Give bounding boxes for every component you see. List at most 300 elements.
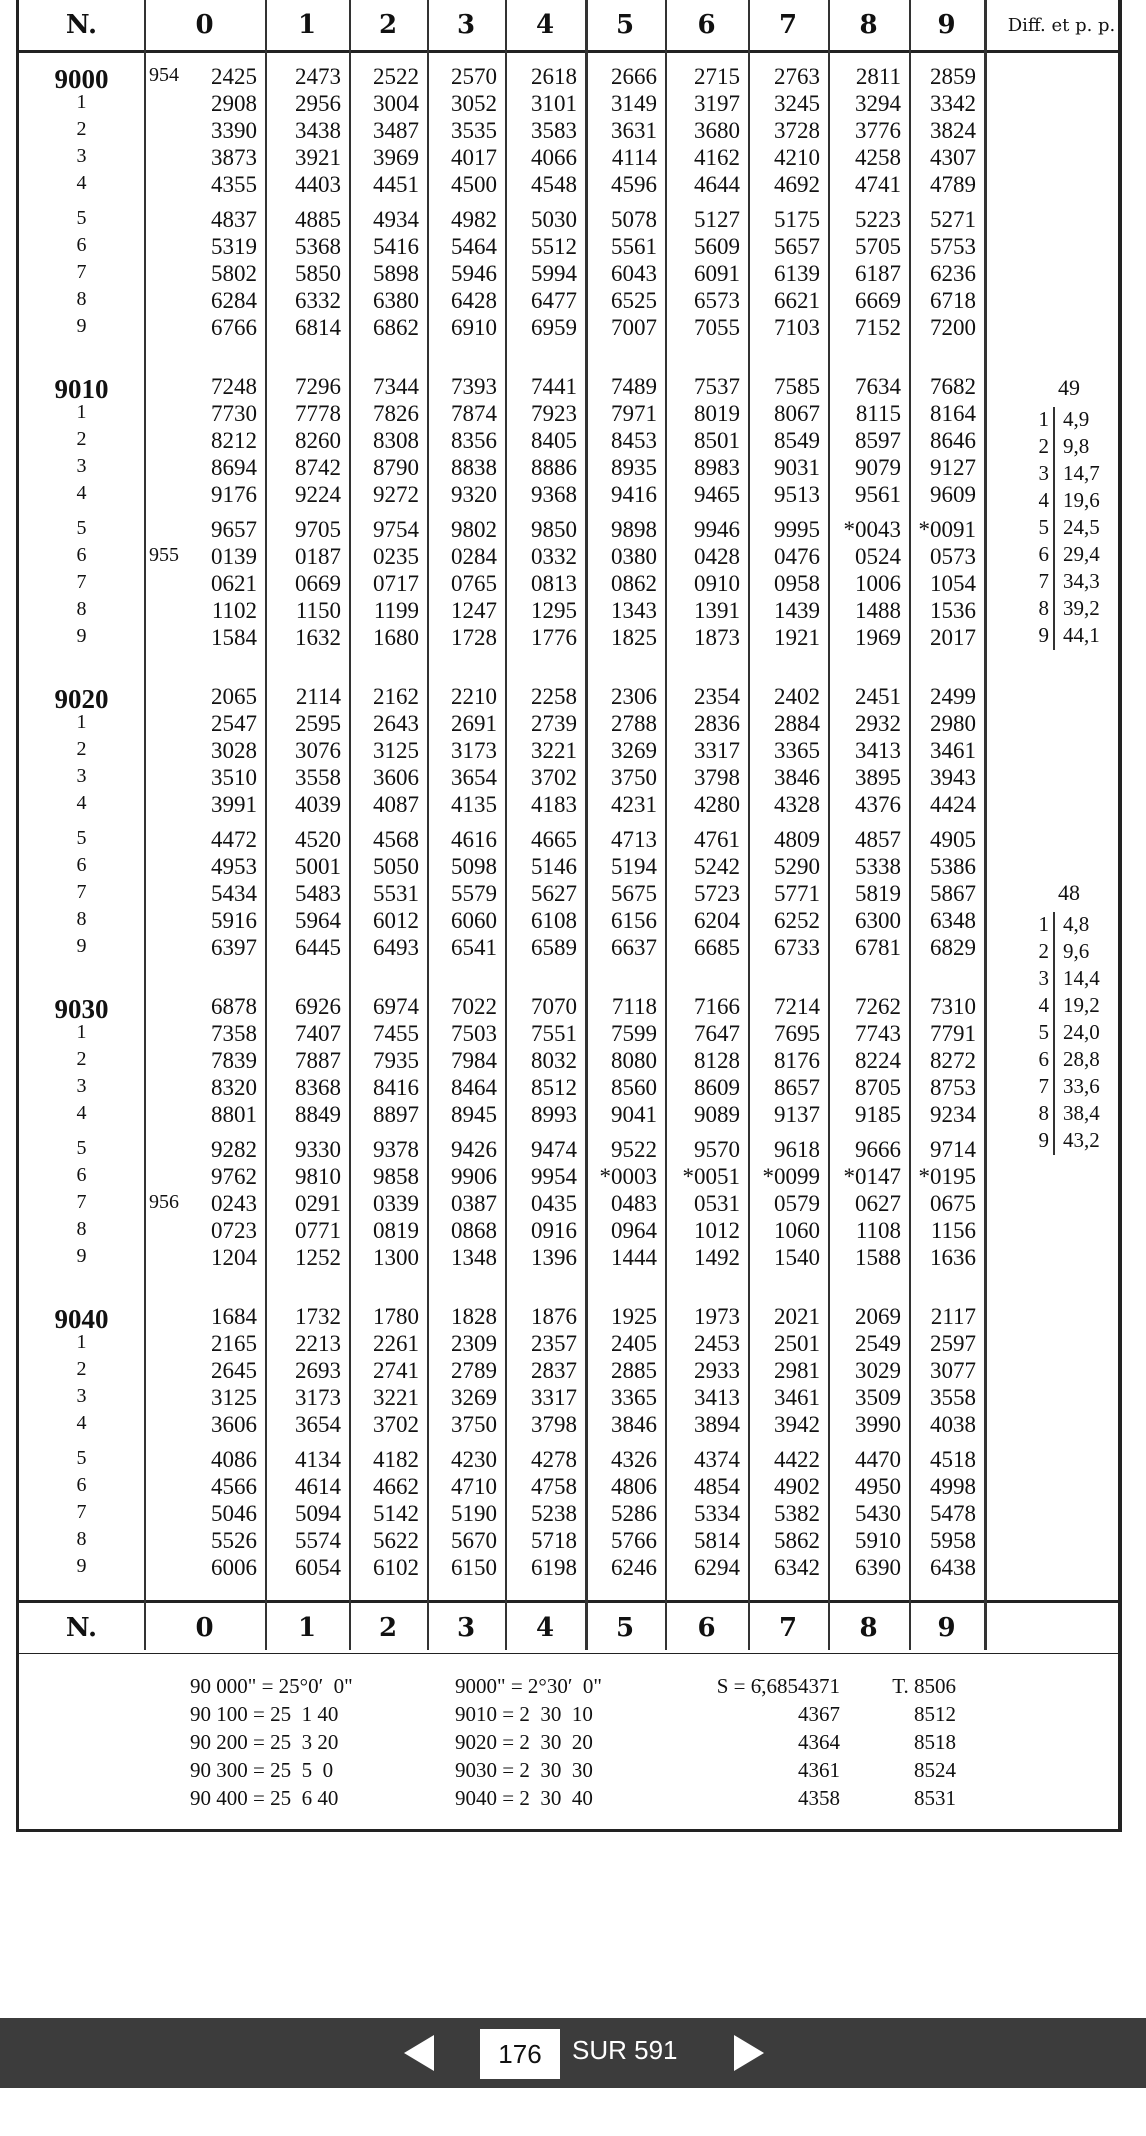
table-cell: 8115 xyxy=(855,401,901,426)
table-cell: 8753 xyxy=(930,1075,976,1100)
table-cell: 6054 xyxy=(295,1555,341,1580)
table-cell: 2811 xyxy=(855,64,901,89)
table-cell: 3654 xyxy=(295,1412,341,1437)
table-row xyxy=(19,64,1009,94)
table-row xyxy=(19,91,1009,118)
table-cell: 9368 xyxy=(531,482,577,507)
diff-value: 44,1 xyxy=(1063,623,1100,647)
table-cell: 1925 xyxy=(611,1304,657,1329)
table-cell: 5030 xyxy=(531,207,577,232)
table-row xyxy=(19,1164,1009,1191)
table-cell: 7743 xyxy=(855,1021,901,1046)
table-cell: 3776 xyxy=(855,118,901,143)
table-cell: 2069 xyxy=(855,1304,901,1329)
table-cell: 7551 xyxy=(531,1021,577,1046)
table-cell: 4857 xyxy=(855,827,901,852)
page-number-input[interactable] xyxy=(480,2029,560,2079)
table-cell: 5386 xyxy=(930,854,976,879)
table-cell: 4934 xyxy=(373,207,419,232)
table-cell: 4039 xyxy=(295,792,341,817)
table-cell: 8935 xyxy=(611,455,657,480)
table-cell: 9810 xyxy=(295,1164,341,1189)
table-cell: 8886 xyxy=(531,455,577,480)
table-cell: 3173 xyxy=(451,738,497,763)
table-cell: 3317 xyxy=(694,738,740,763)
row-number: 6 xyxy=(76,544,87,566)
table-cell: 5994 xyxy=(531,261,577,286)
table-cell: 1300 xyxy=(373,1245,419,1270)
row-number: 2 xyxy=(76,428,87,450)
table-cell: 3846 xyxy=(611,1412,657,1437)
table-cell: 6829 xyxy=(930,935,976,960)
table-cell: 3702 xyxy=(373,1412,419,1437)
table-row xyxy=(19,1245,1009,1272)
table-cell: 9513 xyxy=(774,482,820,507)
table-cell: 6910 xyxy=(451,315,497,340)
diff-value: 33,6 xyxy=(1063,1074,1100,1098)
table-cell: 9465 xyxy=(694,482,740,507)
table-cell: 3365 xyxy=(774,738,820,763)
table-cell: 1343 xyxy=(611,598,657,623)
table-cell: 6236 xyxy=(930,261,976,286)
table-cell: 4038 xyxy=(930,1412,976,1437)
table-cell: 5434 xyxy=(211,881,257,906)
table-cell: 6438 xyxy=(930,1555,976,1580)
table-cell: 8080 xyxy=(611,1048,657,1073)
table-cell: 5512 xyxy=(531,234,577,259)
header-diff: Diff. et p. p. xyxy=(1007,14,1116,36)
header-col-6: 5 xyxy=(615,10,635,40)
table-cell: 4905 xyxy=(930,827,976,852)
table-cell: 0579 xyxy=(774,1191,820,1216)
table-cell: 1969 xyxy=(855,625,901,650)
table-cell: 8560 xyxy=(611,1075,657,1100)
table-cell: 1536 xyxy=(930,598,976,623)
table-cell: 6348 xyxy=(930,908,976,933)
table-cell: 8272 xyxy=(930,1048,976,1073)
table-cell: 1828 xyxy=(451,1304,497,1329)
row-number: 4 xyxy=(76,1102,87,1124)
diff-key: 3 xyxy=(1019,461,1055,488)
table-cell: 8453 xyxy=(611,428,657,453)
table-cell: 6198 xyxy=(531,1555,577,1580)
table-cell: 6380 xyxy=(373,288,419,313)
table-cell: 2956 xyxy=(295,91,341,116)
table-cell: 2210 xyxy=(451,684,497,709)
table-row xyxy=(19,684,1009,714)
table-cell: 2473 xyxy=(295,64,341,89)
table-cell: 2884 xyxy=(774,711,820,736)
table-cell: 2522 xyxy=(373,64,419,89)
table-cell: 3846 xyxy=(774,765,820,790)
column-rule xyxy=(665,0,667,1650)
table-cell: 3943 xyxy=(930,765,976,790)
table-cell: 9762 xyxy=(211,1164,257,1189)
table-cell: 4210 xyxy=(774,145,820,170)
table-cell: 2837 xyxy=(531,1358,577,1383)
table-cell: 3728 xyxy=(774,118,820,143)
table-cell: 3702 xyxy=(531,765,577,790)
table-cell: 8368 xyxy=(295,1075,341,1100)
table-cell: 8694 xyxy=(211,455,257,480)
table-cell: 4424 xyxy=(930,792,976,817)
table-cell: 2165 xyxy=(211,1331,257,1356)
table-cell: 4713 xyxy=(611,827,657,852)
diff-value: 19,6 xyxy=(1063,488,1100,512)
table-cell: 6108 xyxy=(531,908,577,933)
table-cell: 2741 xyxy=(373,1358,419,1383)
table-cell: 3654 xyxy=(451,765,497,790)
table-cell: 2981 xyxy=(774,1358,820,1383)
table-row xyxy=(19,1501,1009,1528)
table-cell: *0051 xyxy=(682,1164,740,1189)
table-cell: 2405 xyxy=(611,1331,657,1356)
table-cell: 4114 xyxy=(611,145,657,170)
row-number: 3 xyxy=(76,145,87,167)
table-cell: 5001 xyxy=(295,854,341,879)
table-row xyxy=(19,1358,1009,1385)
row-number: 1 xyxy=(76,401,87,423)
table-cell: 8405 xyxy=(531,428,577,453)
table-cell: 3173 xyxy=(295,1385,341,1410)
table-cell: 0428 xyxy=(694,544,740,569)
table-cell: 4518 xyxy=(930,1447,976,1472)
table-cell: 9426 xyxy=(451,1137,497,1162)
table-cell: 8657 xyxy=(774,1075,820,1100)
table-cell: 2499 xyxy=(930,684,976,709)
table-row xyxy=(19,1191,1009,1218)
table-cell: 5127 xyxy=(694,207,740,232)
table-cell: 5670 xyxy=(451,1528,497,1553)
table-cell: 3197 xyxy=(694,91,740,116)
footer-col-9: 8 xyxy=(859,1613,878,1643)
table-cell: 1825 xyxy=(611,625,657,650)
row-number: 9 xyxy=(76,625,87,647)
table-cell: 5416 xyxy=(373,234,419,259)
table-cell: 1247 xyxy=(451,598,497,623)
table-cell: 0139 xyxy=(211,544,257,569)
table-cell: 9089 xyxy=(694,1102,740,1127)
table-row xyxy=(19,118,1009,145)
table-cell: 8416 xyxy=(373,1075,419,1100)
row-number: 4 xyxy=(76,482,87,504)
table-cell: 5850 xyxy=(295,261,341,286)
table-cell: 1102 xyxy=(211,598,257,623)
table-cell: 6718 xyxy=(930,288,976,313)
table-cell: 8646 xyxy=(930,428,976,453)
table-cell: 5319 xyxy=(211,234,257,259)
table-cell: 3125 xyxy=(211,1385,257,1410)
table-cell: 2451 xyxy=(855,684,901,709)
table-cell: 3413 xyxy=(694,1385,740,1410)
column-rule xyxy=(505,0,507,1650)
table-cell: 4470 xyxy=(855,1447,901,1472)
table-cell: 7103 xyxy=(774,315,820,340)
diff-value: 24,5 xyxy=(1063,515,1100,539)
table-row xyxy=(19,854,1009,881)
table-cell: 5574 xyxy=(295,1528,341,1553)
footer-col-3: 2 xyxy=(378,1613,398,1643)
table-cell: 9137 xyxy=(774,1102,820,1127)
table-cell: 5098 xyxy=(451,854,497,879)
table-cell: 2570 xyxy=(451,64,497,89)
row-number: 8 xyxy=(76,288,87,310)
table-cell: 1973 xyxy=(694,1304,740,1329)
diff-title: 48 xyxy=(1058,880,1080,905)
header-col-1: 0 xyxy=(195,10,214,40)
table-cell: 2789 xyxy=(451,1358,497,1383)
header-col-0: N. xyxy=(65,10,98,40)
diff-key: 6 xyxy=(1019,542,1055,569)
table-cell: 3245 xyxy=(774,91,820,116)
diff-value: 14,4 xyxy=(1063,966,1100,990)
table-cell: 4665 xyxy=(531,827,577,852)
table-cell: 5958 xyxy=(930,1528,976,1553)
table-cell: 5898 xyxy=(373,261,419,286)
footer-col-2: 1 xyxy=(297,1613,317,1643)
table-cell: 3101 xyxy=(531,91,577,116)
table-cell: 0573 xyxy=(930,544,976,569)
table-cell: 8790 xyxy=(373,455,419,480)
table-cell: 4086 xyxy=(211,1447,257,1472)
table-cell: 5526 xyxy=(211,1528,257,1553)
table-cell: 4761 xyxy=(694,827,740,852)
row-number: 7 xyxy=(76,1191,87,1213)
table-cell: 2021 xyxy=(774,1304,820,1329)
table-row xyxy=(19,571,1009,598)
table-cell: 9474 xyxy=(531,1137,577,1162)
table-cell: 1012 xyxy=(694,1218,740,1243)
table-cell: 9609 xyxy=(930,482,976,507)
table-cell: 0284 xyxy=(451,544,497,569)
table-cell: 2162 xyxy=(373,684,419,709)
table-cell: 0339 xyxy=(373,1191,419,1216)
next-arrow-icon[interactable] xyxy=(724,2031,770,2075)
table-cell: 6781 xyxy=(855,935,901,960)
table-cell: 2258 xyxy=(531,684,577,709)
table-cell: 2549 xyxy=(855,1331,901,1356)
table-cell: 3558 xyxy=(295,765,341,790)
table-cell: 8224 xyxy=(855,1048,901,1073)
table-cell: 7599 xyxy=(611,1021,657,1046)
row-number: 1 xyxy=(76,91,87,113)
table-cell: 5771 xyxy=(774,881,820,906)
table-cell: 8032 xyxy=(531,1048,577,1073)
table-cell: 7984 xyxy=(451,1048,497,1073)
table-cell: 4596 xyxy=(611,172,657,197)
table-cell: 3606 xyxy=(211,1412,257,1437)
note-arcseconds-small: 9000" = 2°30′ 0" 9010 = 2 30 10 9020 = 2 30 20 9030 = 2 30 30 9040 = 2 30 40 xyxy=(455,1674,602,1810)
row-prefix: 954 xyxy=(149,64,179,86)
diff-line xyxy=(1019,623,1119,650)
table-cell: 0862 xyxy=(611,571,657,596)
table-cell: 1540 xyxy=(774,1245,820,1270)
table-row xyxy=(19,1304,1009,1334)
column-rule xyxy=(748,0,750,1650)
table-cell: 1150 xyxy=(295,598,341,623)
table-cell: 3269 xyxy=(451,1385,497,1410)
table-cell: 8993 xyxy=(531,1102,577,1127)
table-cell: 6252 xyxy=(774,908,820,933)
diff-value: 34,3 xyxy=(1063,569,1100,593)
table-row xyxy=(19,1137,1009,1164)
table-cell: 2836 xyxy=(694,711,740,736)
diff-key: 3 xyxy=(1019,966,1055,993)
header-col-4: 3 xyxy=(456,10,476,40)
table-cell: 3438 xyxy=(295,118,341,143)
footer-col-8: 7 xyxy=(778,1613,798,1643)
table-cell: 1780 xyxy=(373,1304,419,1329)
table-cell: 9272 xyxy=(373,482,419,507)
table-cell: 6621 xyxy=(774,288,820,313)
row-number: 7 xyxy=(76,571,87,593)
table-row xyxy=(19,1048,1009,1075)
table-cell: 8849 xyxy=(295,1102,341,1127)
table-cell: 5622 xyxy=(373,1528,419,1553)
table-cell: 4692 xyxy=(774,172,820,197)
table-cell: 2213 xyxy=(295,1331,341,1356)
table-cell: 2618 xyxy=(531,64,577,89)
prev-arrow-icon[interactable] xyxy=(398,2031,444,2075)
table-cell: 0765 xyxy=(451,571,497,596)
table-row xyxy=(19,935,1009,962)
row-number: 1 xyxy=(76,711,87,733)
table-cell: 5238 xyxy=(531,1501,577,1526)
table-cell: 5916 xyxy=(211,908,257,933)
table-cell: 0675 xyxy=(930,1191,976,1216)
diff-key: 4 xyxy=(1019,488,1055,515)
table-cell: 5814 xyxy=(694,1528,740,1553)
note-arcseconds: 90 000" = 25°0′ 0" 90 100 = 25 1 40 90 200 = 25 3 20 90 300 = 25 5 0 90 400 = 25 6 40 xyxy=(190,1674,353,1810)
diff-line xyxy=(1019,407,1119,434)
table-cell: 4520 xyxy=(295,827,341,852)
table-cell: 7682 xyxy=(930,374,976,399)
table-cell: 1006 xyxy=(855,571,901,596)
table-cell: 7791 xyxy=(930,1021,976,1046)
diff-block xyxy=(1019,880,1119,1155)
table-cell: 9714 xyxy=(930,1137,976,1162)
row-number: 9 xyxy=(76,1245,87,1267)
row-number: 1 xyxy=(76,1021,87,1043)
table-cell: 8983 xyxy=(694,455,740,480)
table-cell: 7441 xyxy=(531,374,577,399)
table-cell: 0868 xyxy=(451,1218,497,1243)
row-number: 6 xyxy=(76,854,87,876)
diff-line xyxy=(1019,461,1119,488)
table-cell: 8356 xyxy=(451,428,497,453)
table-cell: 1588 xyxy=(855,1245,901,1270)
diff-key: 5 xyxy=(1019,515,1055,542)
table-cell: 6060 xyxy=(451,908,497,933)
table-cell: 5175 xyxy=(774,207,820,232)
row-number: 5 xyxy=(76,517,87,539)
table-cell: 5146 xyxy=(531,854,577,879)
table-cell: *0147 xyxy=(843,1164,901,1189)
diff-line xyxy=(1019,1101,1119,1128)
table-cell: 7262 xyxy=(855,994,901,1019)
table-cell: 4809 xyxy=(774,827,820,852)
table-cell: 1444 xyxy=(611,1245,657,1270)
table-row xyxy=(19,765,1009,792)
table-cell: 8705 xyxy=(855,1075,901,1100)
table-cell: 8512 xyxy=(531,1075,577,1100)
table-cell: 6284 xyxy=(211,288,257,313)
table-cell: 6525 xyxy=(611,288,657,313)
table-cell: 5579 xyxy=(451,881,497,906)
table-cell: 2117 xyxy=(930,1304,976,1329)
row-number: 7 xyxy=(76,261,87,283)
table-cell: 2933 xyxy=(694,1358,740,1383)
table-cell: 3077 xyxy=(930,1358,976,1383)
table-cell: 5766 xyxy=(611,1528,657,1553)
header-col-9: 8 xyxy=(859,10,878,40)
table-cell: 3894 xyxy=(694,1412,740,1437)
table-cell: 6862 xyxy=(373,315,419,340)
table-cell: 1439 xyxy=(774,598,820,623)
table-cell: 1776 xyxy=(531,625,577,650)
table-cell: 4451 xyxy=(373,172,419,197)
table-cell: 1636 xyxy=(930,1245,976,1270)
table-cell: 7214 xyxy=(774,994,820,1019)
table-row xyxy=(19,172,1009,199)
table-cell: 2261 xyxy=(373,1331,419,1356)
table-cell: 8260 xyxy=(295,428,341,453)
table-cell: 4162 xyxy=(694,145,740,170)
table-cell: 5046 xyxy=(211,1501,257,1526)
header-col-10: 9 xyxy=(937,10,956,40)
row-number: 8 xyxy=(76,598,87,620)
table-row xyxy=(19,315,1009,342)
table-cell: 3004 xyxy=(373,91,419,116)
row-number: 2 xyxy=(76,1048,87,1070)
column-rule xyxy=(909,0,911,1650)
table-cell: 6685 xyxy=(694,935,740,960)
diff-key: 4 xyxy=(1019,993,1055,1020)
table-cell: 2425 xyxy=(211,64,257,89)
diff-key: 2 xyxy=(1019,939,1055,966)
table-cell: 3413 xyxy=(855,738,901,763)
table-row xyxy=(19,288,1009,315)
row-number: 3 xyxy=(76,1075,87,1097)
table-cell: 8176 xyxy=(774,1048,820,1073)
diff-value: 14,7 xyxy=(1063,461,1100,485)
row-number: 9040 xyxy=(54,1304,109,1334)
table-cell: 1199 xyxy=(373,598,419,623)
table-cell: 0819 xyxy=(373,1218,419,1243)
table-cell: 3076 xyxy=(295,738,341,763)
table-cell: 1728 xyxy=(451,625,497,650)
table-cell: 7248 xyxy=(211,374,257,399)
table-cell: 7055 xyxy=(694,315,740,340)
row-prefix: 955 xyxy=(149,544,179,566)
table-cell: 9320 xyxy=(451,482,497,507)
table-cell: 4902 xyxy=(774,1474,820,1499)
note-s-values: S = 6̄,6854371 4367 4364 4361 4358 xyxy=(716,1674,840,1810)
table-row xyxy=(19,1102,1009,1129)
diff-line xyxy=(1019,1074,1119,1101)
table-cell: 5242 xyxy=(694,854,740,879)
table-cell: 9906 xyxy=(451,1164,497,1189)
table-cell: 4472 xyxy=(211,827,257,852)
table-cell: 6102 xyxy=(373,1555,419,1580)
table-cell: 0332 xyxy=(531,544,577,569)
table-cell: 2980 xyxy=(930,711,976,736)
table-cell: 0958 xyxy=(774,571,820,596)
table-cell: 6006 xyxy=(211,1555,257,1580)
table-cell: 9570 xyxy=(694,1137,740,1162)
table-cell: 5290 xyxy=(774,854,820,879)
table-cell: 8897 xyxy=(373,1102,419,1127)
